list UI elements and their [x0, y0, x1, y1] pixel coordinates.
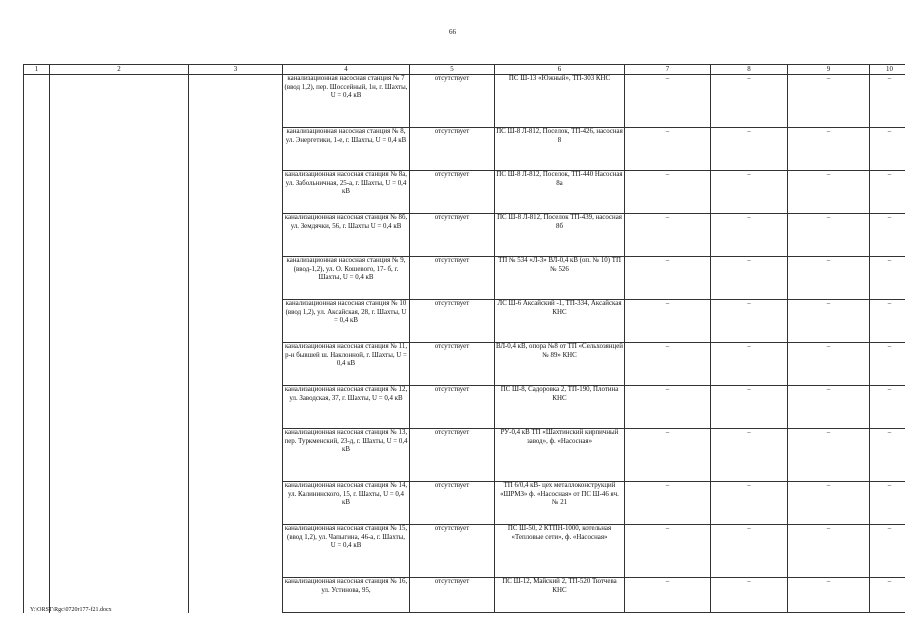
header-row [24, 65, 905, 75]
col3-cell [189, 257, 283, 300]
col2-cell [50, 429, 189, 482]
power-source-cell: ПС Ш-8, Садоровка 2, ТП-190, Плотина КНС [495, 386, 625, 429]
col7-cell: – [625, 482, 711, 525]
col3-cell [189, 75, 283, 128]
col2-cell [50, 343, 189, 386]
col7-cell: – [625, 171, 711, 214]
table-row [24, 214, 905, 257]
col10-cell: – [870, 214, 905, 257]
col3-cell [189, 214, 283, 257]
col7-cell: – [625, 300, 711, 343]
status-cell: отсутствует [410, 525, 495, 578]
power-source-cell: ПС Ш-8 Л-812, Поселок, ТП-426, насосная 8 [495, 128, 625, 171]
col8-cell: – [711, 171, 788, 214]
object-name-cell: канализационная насосная станция № 15, (ввод 1,2), ул. Чапыгина, 46-а, г. Шахты, U = 0,4 кВ [283, 525, 410, 578]
status-cell: отсутствует [410, 257, 495, 300]
col10-cell: – [870, 300, 905, 343]
col9-cell: – [788, 525, 870, 578]
data-table [23, 64, 905, 613]
object-name-cell: канализационная насосная станция № 11, р-н бывшей ш. Наклонной, г. Шахты, U = 0,4 кВ [283, 343, 410, 386]
col10-cell: – [870, 429, 905, 482]
row-number-cell [24, 75, 50, 128]
status-cell: отсутствует [410, 128, 495, 171]
column-header: 2 [50, 65, 189, 75]
col8-cell: – [711, 257, 788, 300]
col8-cell: – [711, 343, 788, 386]
col3-cell [189, 482, 283, 525]
col3-cell [189, 128, 283, 171]
file-path-footer: Y:\ORST\Rgc\0720r177-f21.docx [30, 607, 112, 613]
row-number-cell [24, 128, 50, 171]
col10-cell: – [870, 525, 905, 578]
col2-cell [50, 257, 189, 300]
object-name-cell: канализационная насосная станция № 8, ул. Энергетики, 1-е, г. Шахты, U = 0,4 кВ [283, 128, 410, 171]
col10-cell: – [870, 482, 905, 525]
col7-cell: – [625, 128, 711, 171]
power-source-cell: ВЛ-0,4 кВ, опора №8 от ТП «Сельхозянцей № 89» КНС [495, 343, 625, 386]
column-header: 9 [788, 65, 870, 75]
col9-cell: – [788, 257, 870, 300]
row-number-cell [24, 525, 50, 578]
col8-cell: – [711, 578, 788, 613]
col7-cell: – [625, 75, 711, 128]
table-row [24, 386, 905, 429]
col9-cell: – [788, 482, 870, 525]
col7-cell: – [625, 429, 711, 482]
col2-cell [50, 300, 189, 343]
power-source-cell: ПС Ш-12, Майский 2, ТП-520 Тютчева КНС [495, 578, 625, 613]
power-source-cell: ПС Ш-8 Л-812, Поселок, ТП-440 Насосная 8а [495, 171, 625, 214]
col7-cell: – [625, 386, 711, 429]
column-header: 6 [495, 65, 625, 75]
col9-cell: – [788, 343, 870, 386]
column-header: 10 [870, 65, 905, 75]
column-header: 8 [711, 65, 788, 75]
col8-cell: – [711, 300, 788, 343]
col10-cell: – [870, 128, 905, 171]
power-source-cell: ПС Ш-13 «Южный», ТП-303 КНС [495, 75, 625, 128]
col9-cell: – [788, 300, 870, 343]
row-number-cell [24, 343, 50, 386]
col2-cell [50, 75, 189, 128]
row-number-cell [24, 386, 50, 429]
row-number-cell [24, 429, 50, 482]
col8-cell: – [711, 429, 788, 482]
row-number-cell [24, 482, 50, 525]
table-row [24, 525, 905, 578]
status-cell: отсутствует [410, 75, 495, 128]
status-cell: отсутствует [410, 482, 495, 525]
column-header: 4 [283, 65, 410, 75]
col7-cell: – [625, 578, 711, 613]
col7-cell: – [625, 525, 711, 578]
power-source-cell: ПС Ш-8 Л-812, Поселок ТП-439, насосная 8б [495, 214, 625, 257]
table-row [24, 343, 905, 386]
object-name-cell: канализационная насосная станция № 16, ул. Устинова, 95, [283, 578, 410, 613]
col8-cell: – [711, 75, 788, 128]
power-source-cell: ПС Ш-50, 2 КТПН-1000, котельная «Тепловые сети», ф. «Насосная» [495, 525, 625, 578]
power-source-cell: ТП 6/0,4 кВ- цех металлоконструкций «ШРМЗ» ф. «Насосная» от ПС Ш-46 яч. № 21 [495, 482, 625, 525]
col9-cell: – [788, 128, 870, 171]
table-row [24, 171, 905, 214]
col8-cell: – [711, 128, 788, 171]
power-source-cell: ТП № 534 «Л-3» ВЛ-0,4 кВ (оп. № 10) ТП № 526 [495, 257, 625, 300]
status-cell: отсутствует [410, 343, 495, 386]
table-row [24, 257, 905, 300]
col3-cell [189, 300, 283, 343]
col8-cell: – [711, 214, 788, 257]
col2-cell [50, 214, 189, 257]
col7-cell: – [625, 257, 711, 300]
col8-cell: – [711, 482, 788, 525]
col3-cell [189, 386, 283, 429]
col9-cell: – [788, 214, 870, 257]
table-row [24, 429, 905, 482]
col8-cell: – [711, 386, 788, 429]
object-name-cell: канализационная насосная станция № 13, пер. Туркменский, 23-д, г. Шахты, U = 0,4 кВ [283, 429, 410, 482]
col8-cell: – [711, 525, 788, 578]
row-number-cell [24, 214, 50, 257]
col2-cell [50, 386, 189, 429]
object-name-cell: канализационная насосная станция № 14, ул. Калининского, 15, г. Шахты, U = 0,4 кВ [283, 482, 410, 525]
page-number: 66 [449, 28, 456, 36]
column-header: 5 [410, 65, 495, 75]
row-number-cell [24, 171, 50, 214]
col3-cell [189, 525, 283, 578]
col3-cell [189, 171, 283, 214]
object-name-cell: канализационная насосная станция № 7 (ввод 1,2), пер. Шоссейный, 1н, г. Шахты, U = 0,4 кВ [283, 75, 410, 128]
col2-cell [50, 525, 189, 578]
col9-cell: – [788, 386, 870, 429]
col10-cell: – [870, 386, 905, 429]
col9-cell: – [788, 75, 870, 128]
power-source-cell: РУ-0,4 кВ ТП «Шахтинский кирпичный завод», ф. «Насосная» [495, 429, 625, 482]
col9-cell: – [788, 171, 870, 214]
col3-cell [189, 343, 283, 386]
col10-cell: – [870, 257, 905, 300]
col9-cell: – [788, 578, 870, 613]
col10-cell: – [870, 343, 905, 386]
column-header: 3 [189, 65, 283, 75]
col10-cell: – [870, 578, 905, 613]
object-name-cell: канализационная насосная станция № 8а, ул. Забольничная, 25-а, г. Шахты, U = 0,4 кВ [283, 171, 410, 214]
row-number-cell [24, 300, 50, 343]
status-cell: отсутствует [410, 429, 495, 482]
object-name-cell: канализационная насосная станция № 12, ул. Заводская, 37, г. Шахты, U = 0,4 кВ [283, 386, 410, 429]
table-row [24, 75, 905, 128]
status-cell: отсутствует [410, 171, 495, 214]
col3-cell [189, 429, 283, 482]
col2-cell [50, 171, 189, 214]
col9-cell: – [788, 429, 870, 482]
table-row [24, 578, 905, 613]
col7-cell: – [625, 343, 711, 386]
object-name-cell: канализационная насосная станция № 9, (ввод-1,2), ул. О. Кошевого, 17- б, г. Шахты, U = 0,4 кВ [283, 257, 410, 300]
status-cell: отсутствует [410, 386, 495, 429]
power-source-cell: ЛС Ш-6 Аксайский -1, ТП-334, Аксайская КНС [495, 300, 625, 343]
table-row [24, 128, 905, 171]
col7-cell: – [625, 214, 711, 257]
column-header: 1 [24, 65, 50, 75]
table-row [24, 482, 905, 525]
status-cell: отсутствует [410, 300, 495, 343]
col2-cell [50, 482, 189, 525]
col10-cell: – [870, 171, 905, 214]
row-number-cell [24, 257, 50, 300]
object-name-cell: канализационная насосная станция № 10 (ввод 1,2), ул. Аксайская, 28, г. Шахты, U = 0,4 кВ [283, 300, 410, 343]
col2-cell [50, 128, 189, 171]
col10-cell: – [870, 75, 905, 128]
col3-cell [189, 578, 283, 613]
table-row [24, 300, 905, 343]
column-header: 7 [625, 65, 711, 75]
status-cell: отсутствует [410, 214, 495, 257]
object-name-cell: канализационная насосная станция № 8б, ул. Земдячки, 56, г. Шахты U = 0,4 кВ [283, 214, 410, 257]
status-cell: отсутствует [410, 578, 495, 613]
